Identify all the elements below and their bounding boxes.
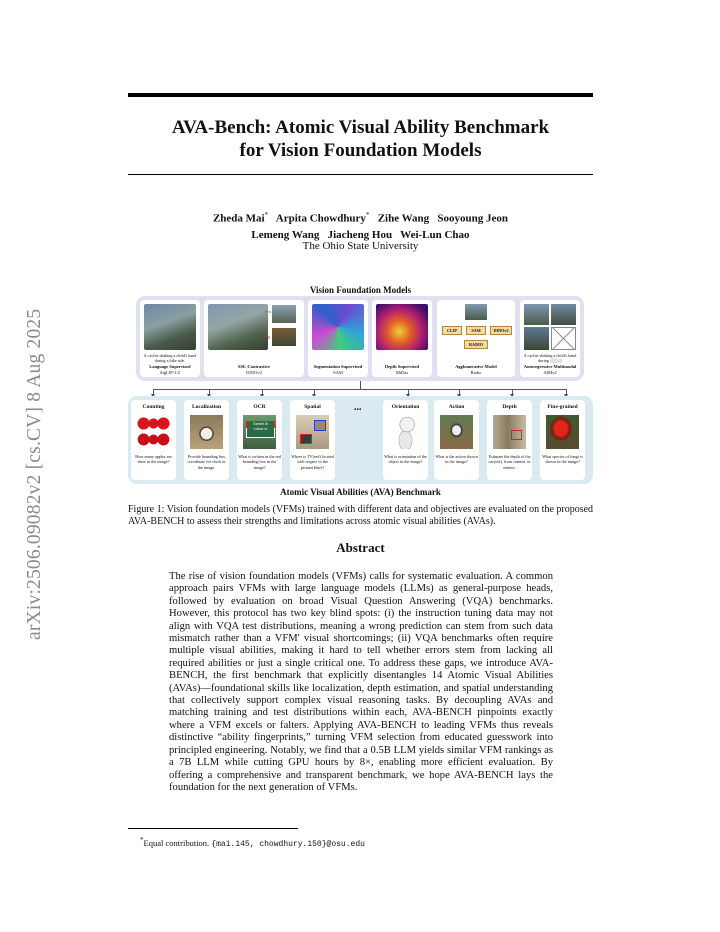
pos-tag: Pos — [265, 309, 271, 314]
ava-question: What is the action shown in the image? — [435, 454, 478, 465]
ava-question: Provide bounding box coordinate for clock in the image. — [187, 454, 226, 470]
footnote-emails[interactable]: {mai.145, chowdhury.150}@osu.edu — [211, 839, 365, 849]
vfm-label: SSL-Contrastive DINOv2 — [237, 364, 270, 375]
caption-text: to assess their strengths and limitations across atomic visual abilities (AVAs). — [184, 515, 496, 527]
street-sign-image — [243, 415, 276, 449]
sign-line: Tonnell St — [247, 422, 274, 427]
cyclist-image — [144, 304, 196, 350]
car-box — [511, 430, 522, 440]
robot-image — [389, 415, 422, 449]
ava-question: What is written in the red bounding box in the image? — [238, 454, 281, 470]
ava-question: What species of fungi is shown in the image? — [542, 454, 583, 465]
street-sign — [246, 421, 275, 438]
ava-label: Depth — [502, 404, 517, 410]
ava-card-localization — [184, 400, 229, 480]
figure-top-title: Vision Foundation Models — [309, 285, 412, 295]
vfm-card-aimv2 — [520, 300, 580, 377]
vfm-label: Depth Supervised MiDas — [384, 364, 420, 375]
room-image — [296, 415, 329, 449]
author: Zheda Mai — [212, 212, 265, 225]
vfm-caption: A cyclist shaking a child's hand during a bike ride. — [143, 353, 197, 363]
segmentation-image — [312, 304, 364, 350]
ellipsis: ... — [354, 402, 362, 413]
footnote-rule — [128, 828, 298, 829]
ava-label: Counting — [142, 404, 165, 410]
author: Lemeng Wang — [251, 228, 320, 241]
connector-bar — [153, 389, 567, 390]
vfm-label: Segmentation Supervised SAM — [313, 364, 363, 375]
affiliation: The Ohio State University — [302, 240, 419, 252]
author-line-1 — [128, 207, 593, 227]
depth-map-image — [376, 304, 428, 350]
baseball-image — [440, 415, 473, 449]
author: Zihe Wang — [377, 212, 430, 225]
picture-box — [314, 420, 326, 431]
abstract-smallcaps: ENCH — [176, 670, 205, 682]
ava-label: Action — [448, 404, 465, 410]
street-scene-image — [493, 415, 526, 449]
footnote — [140, 836, 365, 849]
neg-tag: Neg — [263, 334, 270, 339]
ava-card-orientation — [383, 400, 428, 480]
abstract-body — [169, 571, 553, 794]
title-top-rule — [128, 93, 593, 97]
ava-question: What is orientation of the object in the image? — [384, 454, 427, 465]
positive-crop-image — [272, 305, 296, 323]
vfm-label: Agglomerative Model Radio — [455, 364, 497, 375]
abstract-text: pinpoints exactly where a VFM excels or falters. Applying AVA-B — [169, 707, 553, 731]
ava-card-ocr — [237, 400, 282, 480]
ava-label: Localization — [191, 404, 222, 410]
sign-line: Elbow St — [253, 427, 268, 431]
abstract-text: to leading VFMs thus reveals distinctive “ability fingerprints,” turning VFM selection from educated guesswork into principled engineering. Notably, we find that a 0.5B LLM yields similar VFM rankings as a 7B LLM while cutting GPU hours by 8×, enabling more efficient evaluation. By offering a comprehensive and transparent benchmark, we hope AVA-B — [169, 719, 553, 781]
vfm-card-midas — [372, 300, 432, 377]
dinov2-node: DINOv2 — [490, 326, 512, 335]
vfm-label: Language Supervised SigLIP-1/2 — [149, 364, 191, 375]
vfm-card-siglip — [140, 300, 200, 377]
ava-label: Orientation — [391, 404, 420, 410]
abstract-title: Abstract — [336, 540, 385, 555]
caption-lead: Figure 1: — [128, 504, 167, 515]
title-bottom-rule — [128, 174, 593, 175]
ava-card-spatial — [290, 400, 335, 480]
footnote-mark: * — [140, 836, 144, 844]
vfm-card-sam — [308, 300, 368, 377]
ava-question: Estimate the depth of the car(red), from camera, in meters. — [488, 454, 531, 470]
author: Jiacheng Hou — [327, 228, 393, 241]
caption-text: Vision foundation models (VFMs) trained with different data and objectives are evaluated on the proposed AVA-B — [128, 504, 594, 527]
vfm-panel — [136, 296, 584, 381]
contrastive-image — [208, 304, 268, 350]
equal-contribution-mark: * — [365, 211, 370, 219]
apples-image — [137, 415, 170, 449]
tv-box — [300, 434, 312, 444]
ava-label: Fine-grained — [547, 404, 578, 410]
figure-bottom-title: Atomic Visual Abilities (AVA) Benchmark — [280, 487, 441, 497]
connector-stem — [360, 381, 361, 389]
author: Wei-Lun Chao — [400, 228, 470, 241]
vfm-card-radio — [437, 300, 515, 377]
ava-card-depth — [487, 400, 532, 480]
abstract-smallcaps: ENCH — [484, 769, 514, 781]
negative-crop-image — [272, 328, 296, 346]
caption-smallcaps: ENCH — [157, 515, 185, 527]
patch-grid-image — [524, 304, 576, 350]
ava-card-fine-grained — [540, 400, 585, 480]
ava-card-counting — [131, 400, 176, 480]
abstract-smallcaps: ENCH — [442, 707, 472, 719]
title-line-1: AVA-Bench: Atomic Visual Ability Benchmark — [171, 117, 550, 138]
radio-node: RADIO — [464, 340, 488, 349]
author-list — [128, 207, 593, 243]
abstract-smallcaps: ENCH — [387, 719, 417, 731]
clip-node: CLIP — [442, 326, 462, 335]
ava-question: How many apples are there in the image? — [135, 454, 172, 465]
ava-card-action — [434, 400, 479, 480]
paper-title — [128, 116, 593, 162]
vfm-card-dinov2 — [204, 300, 304, 377]
author: Arpita Chowdhury — [275, 212, 366, 225]
sam-node: SAM — [466, 326, 486, 335]
title-line-2: for Vision Foundation Models — [239, 140, 482, 161]
figure-caption — [128, 504, 596, 527]
footnote-text: Equal contribution. — [143, 837, 212, 848]
abstract-text: The rise of vision foundation models (VFMs) calls for systematic evaluation. A common approach pairs VFMs with large language models (LLMs) as general-purpose heads, followed by evaluation on broad Visual Question Answering (VQA) benchmarks. However, this protocol has two key blind spots: (i) the instruction tuning data may not align with VQA test distributions, meaning a wrong prediction can stem from such data mismatch rather than a VFM' visual shortcomings; (ii) VQA benchmarks often require multiple visual abilities, making it hard to tell whether errors stem from lacking all required abilities or just a single critical one. To address these gaps, we introduce AVA-B — [169, 571, 553, 682]
clock-image — [190, 415, 223, 449]
ava-label: Spatial — [304, 404, 321, 410]
author: Sooyoung Jeon — [437, 212, 509, 225]
equal-contribution-mark: * — [264, 211, 269, 219]
ava-question: Where is TV(red) located with respect to the picture(blue)? — [291, 454, 334, 470]
arxiv-identifier: arXiv:2506.09082v2 [cs.CV] 8 Aug 2025 — [24, 308, 45, 640]
fungi-image — [546, 415, 579, 449]
ava-label: OCR — [253, 404, 266, 410]
abstract-text: lays the foundation for the next generation of VFMs. — [169, 769, 553, 793]
abstract-text: , the first benchmark that explicitly disentangles 14 Atomic Visual Abilities (AVAs)—foundational skills like localization, depth estimation, and spatial understanding that collectively support complex visual reasoning tasks. By decoupling AVAs and matching training and test distributions within each, AVA-B — [169, 670, 553, 719]
radio-input-image — [465, 304, 487, 320]
vfm-caption: A cyclist shaking a child's hand during ░░░░ — [523, 353, 577, 363]
vfm-label: Autoregressive Multimodal AIMv2 — [523, 364, 577, 375]
